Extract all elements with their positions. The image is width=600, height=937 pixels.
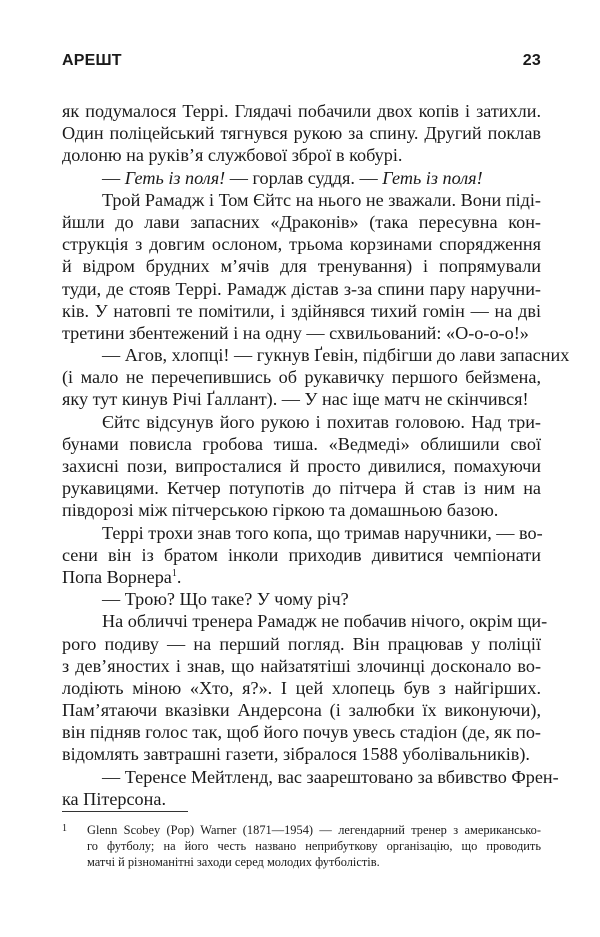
footnote-marker: 1	[62, 823, 67, 834]
text-line: рукавицями. Кетчер потупотів до пітчера й став із ним на	[62, 478, 541, 499]
text-line: (і мало не перечепившись об рукавичку першого бейзмена,	[62, 367, 541, 388]
text-line: Террі трохи знав того копа, що тримав наручники, — во-	[102, 522, 543, 543]
text-run: Попа Ворнера	[62, 566, 172, 587]
text-line: — Теренсе Мейтленд, вас заарештовано за вбивство Френ-	[102, 766, 559, 787]
footnote-line: Glenn Scobey (Pop) Warner (1871—1954) — легендарний тренер з американсько-	[87, 823, 541, 837]
text-line: ка Пітерсона.	[62, 788, 167, 809]
text-line: з дев’яностих і знав, що найзатятіші злочинці досконало во-	[62, 655, 541, 676]
text-line: — Агов, хлопці! — гукнув Ґевін, підбігши до лави запасних	[102, 345, 570, 366]
text-line: сени він із братом інколи приходив дивитися чемпіонати	[62, 544, 541, 565]
text-line: Пам’ятаючи вказівки Андерсона (і залюбки їх виконуючи),	[62, 700, 541, 721]
text-line: він підняв голос так, щоб його почув увесь стадіон (де, як по-	[62, 722, 541, 743]
text-line: яку тут кинув Річі Ґаллант). — У нас іще матч не скінчився!	[62, 389, 529, 410]
text-line: ків. У натовпі те помітили, і здійнявся тихий гомін — на дві	[62, 300, 541, 321]
text-line: долоню на руків’я службової зброї в кобурі.	[62, 145, 403, 166]
text-line: рого подиву — на перший погляд. Він працював у поліції	[62, 633, 541, 654]
running-head	[62, 52, 541, 76]
footnote-divider	[62, 811, 188, 812]
footnote	[62, 822, 541, 870]
text-line: йшли до лави запасних «Драконів» (така пересувна кон-	[62, 211, 541, 232]
text-line: На обличчі тренера Рамадж не побачив нічого, окрім щи-	[102, 611, 548, 632]
shout-text: Геть із поля!	[124, 167, 226, 188]
text-line: бунами повисла гробова тиша. «Ведмеді» облишили свої	[62, 433, 541, 454]
text-line: захисні пози, випросталися й просто дивилися, помахуючи	[62, 456, 541, 476]
text-line: Один поліцейський тягнувся рукою за спину. Другий поклав	[62, 123, 541, 144]
text-line: як подумалося Террі. Глядачі побачили двох копів і затихли.	[62, 101, 541, 121]
shout-text: Геть із поля!	[382, 167, 483, 188]
text-line	[62, 167, 541, 189]
text-line: третини збентежений і на одну — схвильований: «О-о-о-о!»	[62, 322, 529, 343]
body-text	[62, 100, 570, 810]
text-line: Єйтс відсунув його рукою і похитав головою. Над три-	[102, 411, 541, 432]
text-line: відомлять завтрашні газети, зібралося 1588 уболівальників).	[62, 744, 530, 765]
text-line: й відром брудних м’ячів для тренування) і попрямували	[62, 256, 541, 277]
dialogue-tag: — горлав суддя. —	[225, 167, 383, 188]
page-number: 23	[522, 52, 541, 69]
chapter-title: АРЕШТ	[62, 52, 122, 69]
footnote-reference[interactable]: 1	[171, 567, 177, 579]
text-run: .	[176, 566, 182, 587]
text-line: Трой Рамадж і Том Єйтс на нього не зважали. Вони піді-	[102, 189, 541, 210]
footnote-line: го футболу; на його честь названо неприбуткову організацію, що проводить	[87, 839, 541, 853]
text-line: туди, де стояв Террі. Рамадж дістав з-за спини пару наручни-	[62, 278, 541, 299]
text-line	[62, 566, 541, 588]
dash: —	[102, 167, 125, 188]
text-line: — Трою? Що таке? У чому річ?	[102, 589, 349, 610]
text-line: струкція з довгим ослоном, трьома корзинами спорядження	[62, 234, 541, 255]
footnote-line: матчі й різноманітні заходи серед молодих футболістів.	[87, 855, 380, 869]
text-line: півдорозі між пітчерською гіркою та домашньою базою.	[62, 500, 499, 521]
text-line: лодіють міною «Хто, я?». І цей хлопець був з найгірших.	[62, 677, 541, 698]
